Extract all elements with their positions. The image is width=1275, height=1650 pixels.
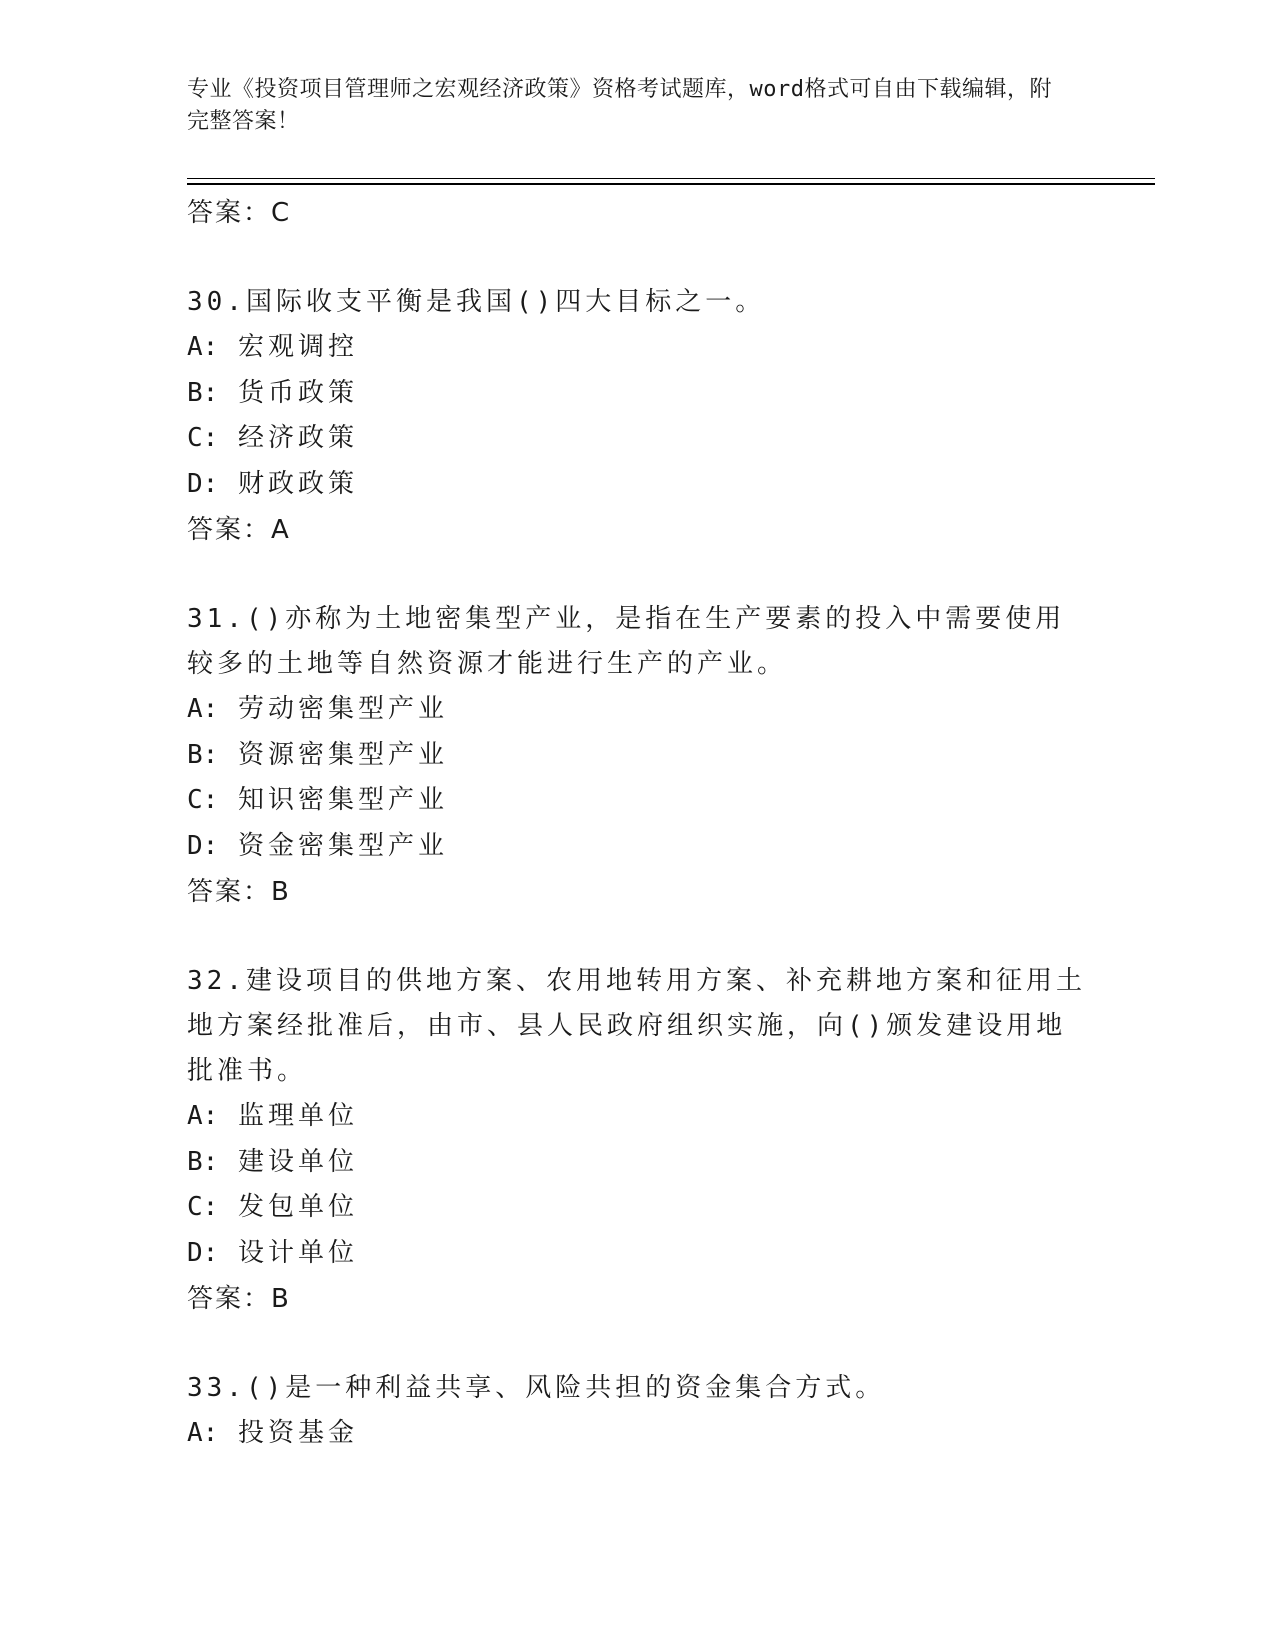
option-d: D: 财政政策 bbox=[187, 468, 358, 499]
option-d: D: 设计单位 bbox=[187, 1237, 358, 1268]
question-31 bbox=[187, 597, 1087, 915]
question-33 bbox=[187, 1366, 1087, 1457]
option-c: C: 发包单位 bbox=[187, 1192, 358, 1222]
option-a: A: 投资基金 bbox=[187, 1418, 358, 1448]
page-header: 专业《投资项目管理师之宏观经济政策》资格考试题库，word格式可自由下载编辑，附完整答案！ bbox=[187, 77, 1052, 134]
option-a: A: 宏观调控 bbox=[187, 332, 358, 362]
question-stem: 30.国际收支平衡是我国()四大目标之一。 bbox=[187, 287, 766, 317]
option-c: C: 经济政策 bbox=[187, 423, 358, 453]
question-stem: 32.建设项目的供地方案、农用地转用方案、补充耕地方案和征用土地方案经批准后，由市、县人民政府组织实施，向()颁发建设用地批准书。 bbox=[187, 966, 1086, 1086]
option-a: A: 劳动密集型产业 bbox=[187, 694, 448, 724]
question-stem: 31.()亦称为土地密集型产业，是指在生产要素的投入中需要使用较多的土地等自然资源才能进行生产的产业。 bbox=[187, 604, 1066, 679]
answer-line: 答案：B bbox=[187, 877, 291, 907]
option-a: A: 监理单位 bbox=[187, 1101, 358, 1131]
answer-line: 答案：A bbox=[187, 515, 291, 545]
question-stem: 33.()是一种利益共享、风险共担的资金集合方式。 bbox=[187, 1373, 886, 1403]
option-b: B: 建设单位 bbox=[187, 1146, 358, 1177]
option-b: B: 货币政策 bbox=[187, 377, 358, 408]
option-d: D: 资金密集型产业 bbox=[187, 830, 448, 861]
question-list bbox=[187, 190, 1087, 1457]
header-rule-thin bbox=[187, 178, 1155, 179]
option-c: C: 知识密集型产业 bbox=[187, 785, 448, 815]
question-30 bbox=[187, 280, 1087, 553]
answer-line: 答案：B bbox=[187, 1284, 291, 1314]
answer-line: 答案：C bbox=[187, 198, 292, 228]
header-rule-thick bbox=[187, 183, 1155, 185]
option-b: B: 资源密集型产业 bbox=[187, 739, 448, 770]
question-32 bbox=[187, 959, 1087, 1322]
